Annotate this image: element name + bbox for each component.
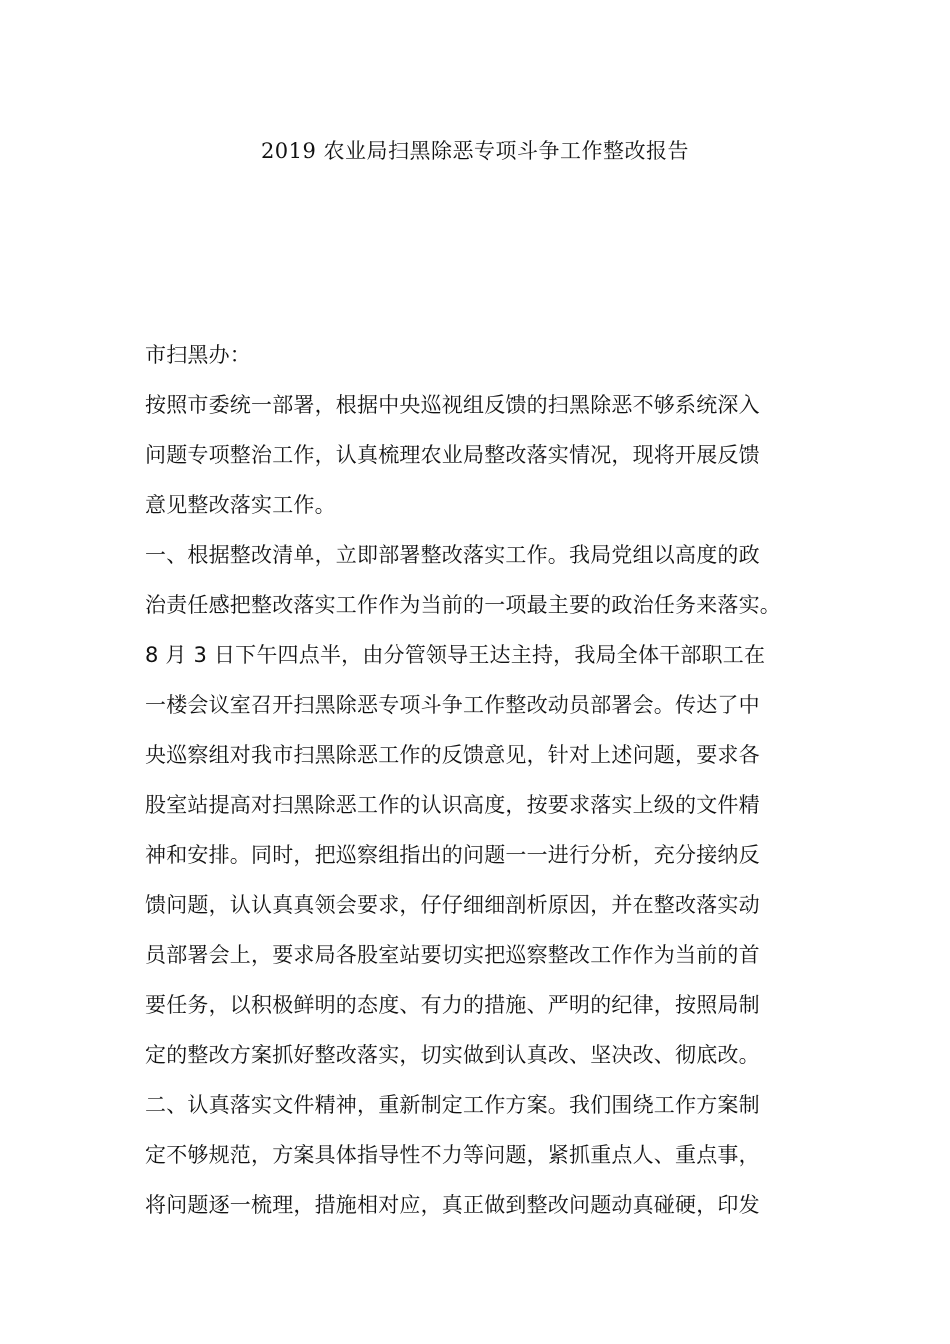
body-line: 员部署会上，要求局各股室站要切实把巡察整改工作作为当前的首 [145, 943, 760, 967]
body-line: 意见整改落实工作。 [145, 493, 336, 517]
body-line: 央巡察组对我市扫黑除恶工作的反馈意见，针对上述问题，要求各 [145, 743, 760, 767]
body-line: 将问题逐一梳理，措施相对应，真正做到整改问题动真碰硬，印发 [145, 1193, 760, 1217]
body-line: 馈问题，认认真真领会要求，仔仔细细剖析原因，并在整改落实动 [145, 893, 760, 917]
body-line: 二、认真落实文件精神，重新制定工作方案。我们围绕工作方案制 [145, 1093, 760, 1117]
body-line: 问题专项整治工作，认真梳理农业局整改落实情况，现将开展反馈 [145, 443, 760, 467]
body-line: 神和安排。同时，把巡察组指出的问题一一进行分析，充分接纳反 [145, 843, 760, 867]
body-line: 股室站提高对扫黑除恶工作的认识高度，按要求落实上级的文件精 [145, 793, 760, 817]
document-title: 2019 农业局扫黑除恶专项斗争工作整改报告 [260, 139, 690, 163]
body-line: 8 月 3 日下午四点半，由分管领导王达主持，我局全体干部职工在 [145, 643, 766, 667]
body-line: 定的整改方案抓好整改落实，切实做到认真改、坚决改、彻底改。 [145, 1043, 760, 1067]
document-body [145, 330, 810, 1230]
body-line: 治责任感把整改落实工作作为当前的一项最主要的政治任务来落实。 [145, 593, 781, 617]
salutation-line: 市扫黑办： [145, 343, 251, 367]
body-line: 定不够规范，方案具体指导性不力等问题，紧抓重点人、重点事， [145, 1143, 760, 1167]
body-line: 一、根据整改清单，立即部署整改落实工作。我局党组以高度的政 [145, 543, 760, 567]
body-line: 按照市委统一部署，根据中央巡视组反馈的扫黑除恶不够系统深入 [145, 393, 760, 417]
body-line: 一楼会议室召开扫黑除恶专项斗争工作整改动员部署会。传达了中 [145, 693, 760, 717]
body-line: 要任务，以积极鲜明的态度、有力的措施、严明的纪律，按照局制 [145, 993, 760, 1017]
